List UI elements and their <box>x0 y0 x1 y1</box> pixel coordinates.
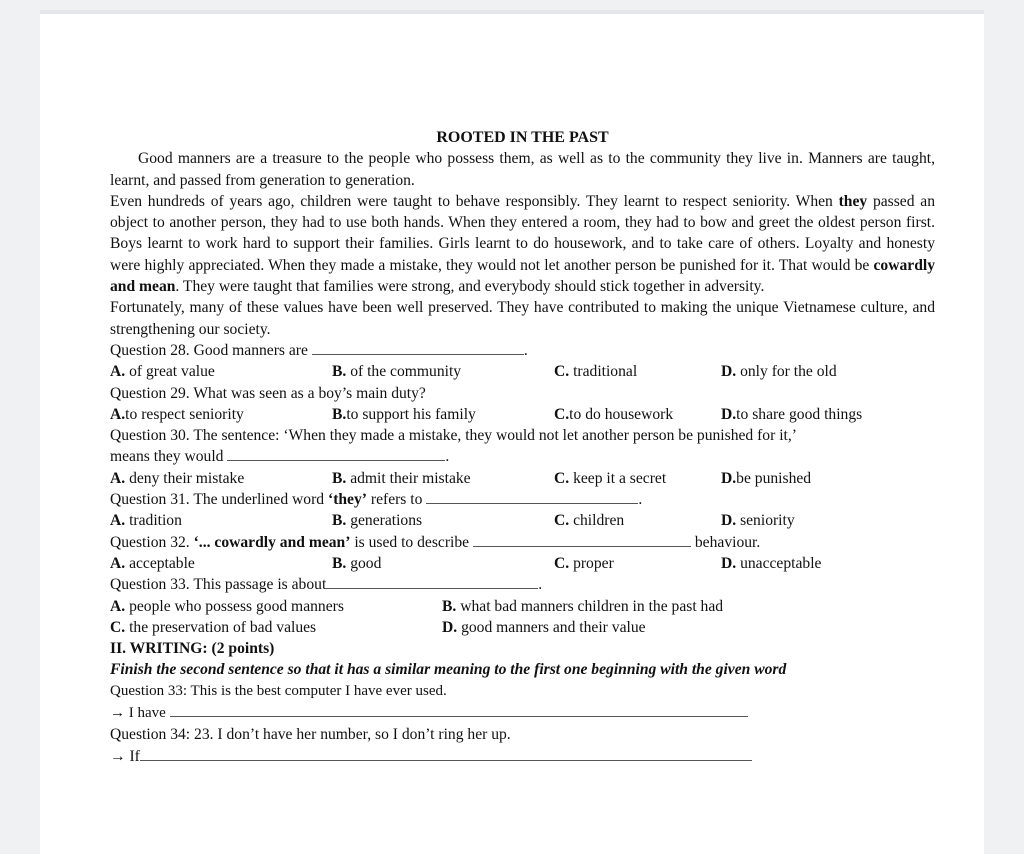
answer-start: → If <box>110 747 140 765</box>
option-b[interactable] <box>332 404 554 425</box>
stem-text: means they would <box>110 448 228 466</box>
option-text: what bad manners children in the past had <box>456 597 724 615</box>
passage-paragraph-1: Good manners are a treasure to the people who possess them, as well as to the community they live in. Manners are taught, learnt, and passed from generation to generation. <box>110 150 935 189</box>
answer-blank[interactable] <box>227 446 445 461</box>
option-d[interactable] <box>721 553 821 574</box>
answer-start: → I have <box>110 705 170 722</box>
option-d[interactable] <box>721 404 862 425</box>
answer-line[interactable] <box>140 746 752 761</box>
stem-bold: ‘they’ <box>328 491 367 509</box>
stem-text: refers to <box>366 491 427 509</box>
option-c[interactable] <box>554 404 721 425</box>
document-page <box>40 10 984 854</box>
option-letter: D. <box>721 405 737 423</box>
option-c[interactable] <box>554 468 721 489</box>
stem-end: . <box>538 576 543 594</box>
option-letter: D. <box>721 363 737 381</box>
stem-text: Question 32. <box>110 533 194 551</box>
question-30-stem: Question 30. The sentence: ‘When they made a mistake, they would not let another person be punished for it,’ <box>110 427 797 445</box>
writing-heading: II. WRITING: (2 points) <box>110 640 275 658</box>
text-span: . They were taught that families were strong, and everybody should stick together in adversity. <box>175 278 765 296</box>
option-text: good manners and their value <box>457 618 646 636</box>
text-span: Even hundreds of years ago, children were taught to behave responsibly. They learnt to respect seniority. When <box>110 192 839 210</box>
option-letter: D. <box>721 554 737 572</box>
option-c[interactable] <box>110 617 442 638</box>
option-letter: D. <box>721 512 737 530</box>
passage-title: ROOTED IN THE PAST <box>436 129 609 146</box>
option-text: keep it a secret <box>569 469 667 487</box>
stem-bold: ‘... cowardly and mean’ <box>193 533 351 551</box>
option-letter: A. <box>110 554 126 572</box>
question-31-options <box>110 510 935 531</box>
option-d[interactable] <box>721 510 795 531</box>
option-a[interactable] <box>110 468 332 489</box>
question-28-options <box>110 361 935 382</box>
answer-line[interactable] <box>170 702 748 717</box>
question-29-stem: Question 29. What was seen as a boy’s main duty? <box>110 384 426 402</box>
question-32-options <box>110 553 935 574</box>
question-30-stem-line2 <box>110 446 935 467</box>
option-letter: B. <box>332 469 347 487</box>
document-content <box>110 127 935 767</box>
option-letter: B. <box>332 363 347 381</box>
writing-question-33-prompt: Question 33: This is the best computer I have ever used. <box>110 682 447 699</box>
option-a[interactable] <box>110 553 332 574</box>
option-letter: B. <box>332 554 347 572</box>
option-letter: C. <box>110 618 126 636</box>
option-letter: C. <box>554 512 570 530</box>
answer-blank[interactable] <box>473 532 691 547</box>
option-letter: C. <box>554 405 570 423</box>
option-letter: D. <box>721 469 737 487</box>
stem-text: Question 33. This passage is about <box>110 576 327 594</box>
stem-text: Question 31. The underlined word <box>110 491 328 509</box>
option-text: seniority <box>736 512 795 530</box>
option-text: to support his family <box>346 405 476 423</box>
option-text: only for the old <box>736 363 837 381</box>
option-a[interactable] <box>110 404 332 425</box>
stem-end: . <box>638 491 643 509</box>
option-text: to respect seniority <box>125 405 244 423</box>
writing-question-33-answer <box>110 702 935 724</box>
option-text: of the community <box>346 363 462 381</box>
highlighted-phrase-cowardly: cowardly and mean <box>110 256 935 296</box>
option-letter: A. <box>110 405 126 423</box>
option-text: admit their mistake <box>346 469 471 487</box>
option-letter: A. <box>110 469 126 487</box>
question-29-options <box>110 404 935 425</box>
option-d[interactable] <box>721 361 837 382</box>
stem-end: behaviour. <box>690 533 761 551</box>
option-text: children <box>569 512 625 530</box>
option-text: be punished <box>736 469 812 487</box>
passage-paragraph-3: Fortunately, many of these values have been well preserved. They have contributed to making the unique Vietnamese culture, and strengthening our society. <box>110 299 935 338</box>
option-text: good <box>346 554 382 572</box>
option-c[interactable] <box>554 553 721 574</box>
option-text: proper <box>569 554 614 572</box>
option-text: deny their mistake <box>125 469 245 487</box>
passage-paragraph-2 <box>110 191 935 297</box>
option-a[interactable] <box>110 510 332 531</box>
text-span: passed an object to another person, they had to use both hands. When they entered a room, they had to bow and greet the oldest person first. Boys learnt to work hard to support their families. Girls learnt to do housework, and to take care of others. Loyalty and honesty were highly appreciated. When they made a mistake, they would not let another person be punished for it. That would be <box>110 192 935 274</box>
option-letter: B. <box>442 597 457 615</box>
option-b[interactable] <box>442 596 723 617</box>
option-text: traditional <box>569 363 638 381</box>
question-28-stem <box>110 340 935 361</box>
writing-question-34-prompt: Question 34: 23. I don’t have her number, so I don’t ring her up. <box>110 726 511 744</box>
stem-text: is used to describe <box>350 533 473 551</box>
option-text: generations <box>346 512 423 530</box>
option-letter: A. <box>110 597 126 615</box>
question-33-options-ab <box>110 596 935 617</box>
option-text: tradition <box>125 512 182 530</box>
option-letter: D. <box>442 618 458 636</box>
option-text: to share good things <box>736 405 863 423</box>
option-c[interactable] <box>554 361 721 382</box>
option-text: people who possess good manners <box>125 597 344 615</box>
option-a[interactable] <box>110 361 332 382</box>
option-letter: A. <box>110 363 126 381</box>
question-33-stem <box>110 574 935 595</box>
question-30-options <box>110 468 935 489</box>
option-text: to do housework <box>569 405 674 423</box>
option-b[interactable] <box>332 468 554 489</box>
answer-blank[interactable] <box>326 574 538 589</box>
option-b[interactable] <box>332 510 554 531</box>
answer-blank[interactable] <box>426 489 638 504</box>
option-a[interactable] <box>110 596 442 617</box>
option-d[interactable] <box>721 468 811 489</box>
question-33-options-cd <box>110 617 935 638</box>
option-text: acceptable <box>125 554 195 572</box>
option-c[interactable] <box>554 510 721 531</box>
option-letter: A. <box>110 512 126 530</box>
stem-text: Question 28. Good manners are <box>110 341 312 359</box>
highlighted-word-they: they <box>838 192 868 210</box>
writing-instruction: Finish the second sentence so that it has a similar meaning to the first one beginning with the given word <box>110 661 787 679</box>
stem-end: . <box>445 448 450 466</box>
writing-question-34-answer <box>110 746 935 767</box>
option-letter: B. <box>332 512 347 530</box>
option-b[interactable] <box>332 553 554 574</box>
option-b[interactable] <box>332 361 554 382</box>
option-d[interactable] <box>442 617 646 638</box>
question-31-stem <box>110 489 935 510</box>
option-letter: C. <box>554 554 570 572</box>
question-32-stem <box>110 532 935 553</box>
option-letter: C. <box>554 363 570 381</box>
stem-end: . <box>523 341 528 359</box>
answer-blank[interactable] <box>312 340 524 355</box>
option-text: unacceptable <box>736 554 822 572</box>
option-text: the preservation of bad values <box>125 618 317 636</box>
option-letter: C. <box>554 469 570 487</box>
option-letter: B. <box>332 405 347 423</box>
option-text: of great value <box>125 363 215 381</box>
